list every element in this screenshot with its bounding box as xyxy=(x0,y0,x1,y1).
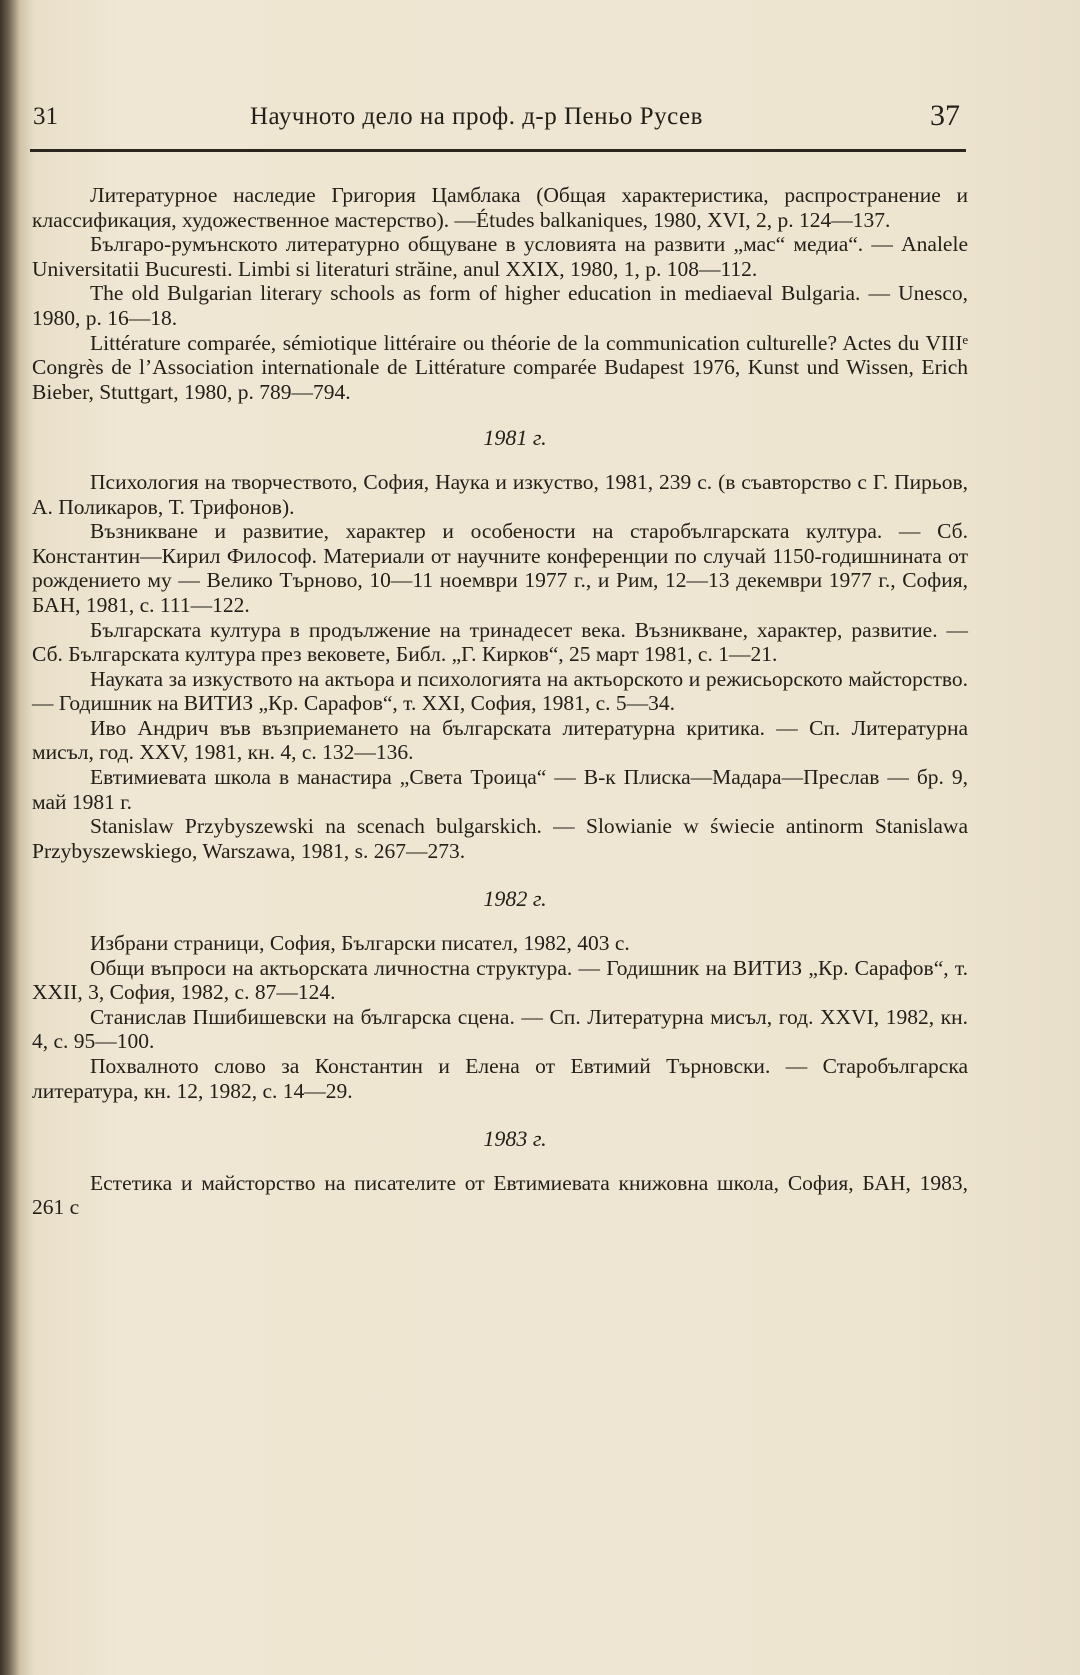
bibliography-entry: Stanislaw Przybyszewski na scenach bulgarskich. — Slowianie w świecie antinorm Stanislawa Przybyszewskiego, Warszawa, 1981, s. 267—273. xyxy=(32,814,968,863)
bibliography-entry: Избрани страници, София, Български писател, 1982, 403 с. xyxy=(90,931,630,956)
year-heading: 1982 г. xyxy=(483,886,547,912)
bibliography-entry: Естетика и майсторство на писателите от Евтимиевата книжовна школа, София, БАН, 1983, 261 с xyxy=(32,1170,968,1220)
section-1980-continued xyxy=(32,183,968,404)
bibliography-entry: Българо-румънското литературно общуване в условията на развити „мас“ медиа“. — Analele Universitatii Bucuresti. Limbi si literaturi străine, anul XXIX, 1980, 1, p. 108—112. xyxy=(32,232,968,281)
bibliography-entry: The old Bulgarian literary schools as form of higher education in mediaeval Bulgaria. — Unesco, 1980, p. 16—18. xyxy=(32,281,968,330)
bibliography-body xyxy=(32,183,968,1220)
year-heading: 1981 г. xyxy=(483,425,547,451)
page-number: 37 xyxy=(930,99,960,132)
section-1982 xyxy=(32,887,968,1103)
bibliography-entry: Психология на творчеството, София, Наука и изкуство, 1981, 239 с. (в съавторство с Г. Пирьов, А. Поликаров, Т. Трифонов). xyxy=(32,469,968,519)
header-rule xyxy=(30,149,966,152)
year-heading: 1983 г. xyxy=(483,1126,547,1152)
bibliography-entry: Литературное наследие Григория Цамблака (Общая характеристика, распространение и классификация, художественное мастерство). —Études balkaniques, 1980, XVI, 2, p. 124—137. xyxy=(32,183,968,232)
running-header xyxy=(0,95,1080,145)
bibliography-entry: Иво Андрич във възприемането на българската литературна критика. — Сп. Литературна мисъл, год. XXV, 1981, кн. 4, с. 132—136. xyxy=(32,715,968,765)
section-1981 xyxy=(32,426,968,863)
section-1983 xyxy=(32,1127,968,1220)
bibliography-entry: Българската култура в продължение на тринадесет века. Възникване, характер, развитие. — Сб. Българската култура през вековете, Библ. „Г. Кирков“, 25 март 1981, с. 1—21. xyxy=(32,617,968,667)
running-title: Научното дело на проф. д-р Пеньо Русев xyxy=(250,103,703,130)
bibliography-entry: Станислав Пшибишевски на българска сцена. — Сп. Литературна мисъл, год. XXVI, 1982, кн. 4, с. 95—100. xyxy=(32,1004,968,1054)
bibliography-entry: Littérature comparée, sémiotique littéraire ou théorie de la communication culturelle? Actes du VIIIᵉ Congrès de l’Association internationale de Littérature comparée Budapest 1976, Kunst und Wissen, Erich Bieber, Stuttgart, 1980, p. 789—794. xyxy=(32,330,968,404)
bibliography-entry: Похвалното слово за Константин и Елена от Евтимий Търновски. — Старобългарска литература, кн. 12, 1982, с. 14—29. xyxy=(32,1054,968,1103)
left-margin-number: 31 xyxy=(33,103,58,130)
bibliography-entry: Науката за изкуството на актьора и психологията на актьорското и режисьорското майсторство. — Годишник на ВИТИЗ „Кр. Сарафов“, т. XXI, София, 1981, с. 5—34. xyxy=(32,666,968,716)
bibliography-entry: Евтимиевата школа в манастира „Света Троица“ — В-к Плиска—Мадара—Преслав — бр. 9, май 1981 г. xyxy=(32,765,968,814)
bibliography-entry: Възникване и развитие, характер и особености на старобългарската култура. — Сб. Константин—Кирил Философ. Материали от научните конференции по случай 1150-годишнината от рождението му — Велико Търново, 10—11 ноември 1977 г., и Рим, 12—13 декември 1977 г., София, БАН, 1981, с. 111—122. xyxy=(32,519,968,617)
bibliography-entry: Общи въпроси на актьорската личностна структура. — Годишник на ВИТИЗ „Кр. Сарафов“, т. XXII, 3, София, 1982, с. 87—124. xyxy=(32,955,968,1005)
